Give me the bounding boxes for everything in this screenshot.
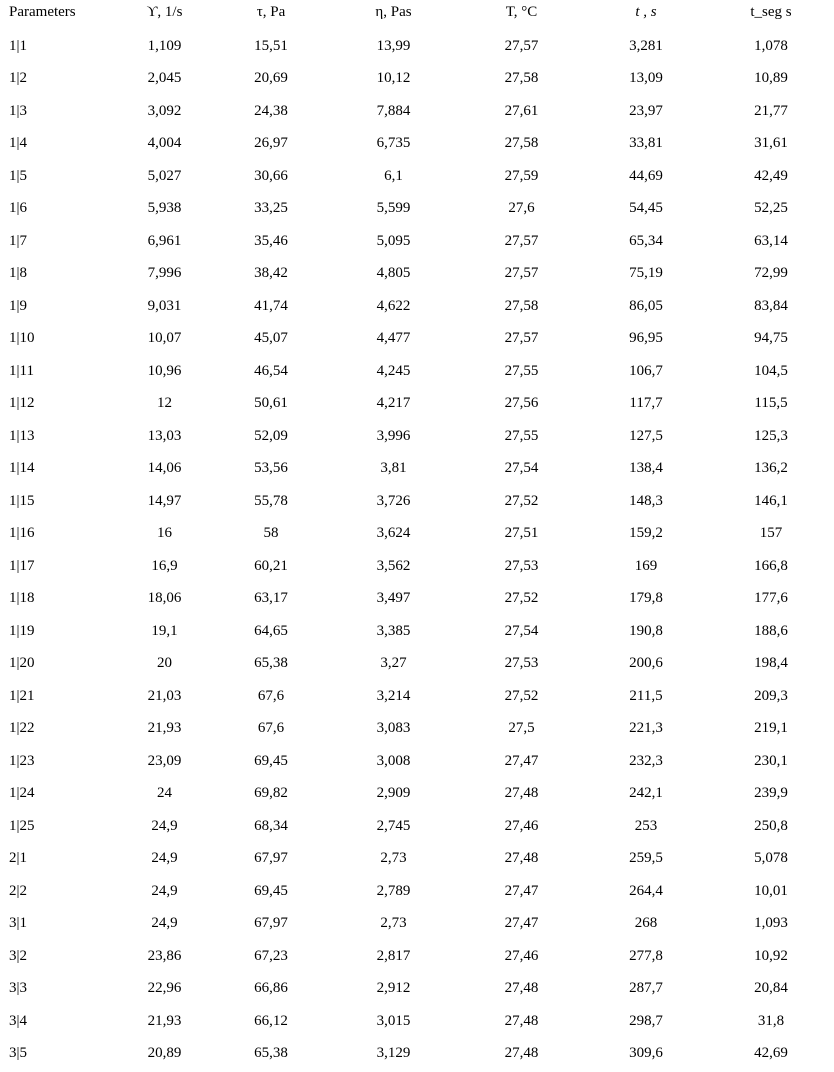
cell-time: 287,7 <box>629 980 663 997</box>
cell-time: 23,97 <box>629 102 663 119</box>
cell-parameter: 1|15 <box>9 492 35 509</box>
cell-viscosity: 4,805 <box>376 265 411 282</box>
cell-segment-time: 1,078 <box>754 37 788 54</box>
cell-viscosity: 13,99 <box>376 37 411 54</box>
cell-segment-time: 31,61 <box>754 135 788 152</box>
cell-shear-rate: 14,97 <box>147 492 182 509</box>
cell-shear-rate: 22,96 <box>147 980 182 997</box>
table-row <box>0 323 834 356</box>
cell-viscosity: 3,27 <box>380 655 407 672</box>
table-row <box>0 160 834 193</box>
cell-viscosity: 3,497 <box>376 590 411 607</box>
cell-shear-stress: 52,09 <box>254 427 288 444</box>
cell-viscosity: 3,996 <box>376 427 411 444</box>
cell-parameter: 1|6 <box>9 200 28 217</box>
cell-temperature: 27,61 <box>504 102 539 119</box>
cell-shear-rate: 23,09 <box>147 752 182 769</box>
cell-shear-rate: 18,06 <box>147 590 182 607</box>
table-row <box>0 713 834 746</box>
cell-segment-time: 219,1 <box>754 720 788 737</box>
cell-shear-stress: 65,38 <box>254 1045 288 1062</box>
table-row <box>0 778 834 811</box>
cell-parameter: 1|25 <box>9 817 35 834</box>
cell-shear-rate: 16,9 <box>151 557 178 574</box>
table-row <box>0 583 834 616</box>
cell-time: 138,4 <box>629 460 663 477</box>
cell-shear-stress: 38,42 <box>254 265 288 282</box>
cell-shear-rate: 16 <box>157 525 172 542</box>
cell-temperature: 27,53 <box>504 557 539 574</box>
cell-shear-rate: 24,9 <box>151 915 178 932</box>
cell-segment-time: 166,8 <box>754 557 788 574</box>
cell-shear-rate: 23,86 <box>147 947 182 964</box>
cell-temperature: 27,57 <box>504 265 539 282</box>
cell-segment-time: 42,49 <box>754 167 788 184</box>
table-row <box>0 193 834 226</box>
cell-temperature: 27,57 <box>504 330 539 347</box>
cell-shear-rate: 24 <box>157 785 172 802</box>
cell-segment-time: 177,6 <box>754 590 788 607</box>
cell-temperature: 27,52 <box>504 590 539 607</box>
cell-temperature: 27,59 <box>504 167 539 184</box>
cell-viscosity: 2,73 <box>380 915 407 932</box>
cell-temperature: 27,47 <box>504 882 539 899</box>
cell-viscosity: 3,129 <box>376 1045 411 1062</box>
cell-parameter: 1|24 <box>9 785 35 802</box>
cell-segment-time: 21,77 <box>754 102 788 119</box>
cell-time: 242,1 <box>629 785 663 802</box>
cell-temperature: 27,5 <box>508 720 535 737</box>
table-row <box>0 258 834 291</box>
cell-shear-stress: 66,86 <box>254 980 288 997</box>
cell-parameter: 1|23 <box>9 752 35 769</box>
cell-viscosity: 2,909 <box>376 785 411 802</box>
cell-segment-time: 157 <box>759 525 783 542</box>
cell-shear-stress: 69,82 <box>254 785 288 802</box>
cell-shear-rate: 1,109 <box>147 37 182 54</box>
table-row <box>0 973 834 1006</box>
cell-parameter: 3|4 <box>9 1012 28 1029</box>
cell-temperature: 27,48 <box>504 1045 539 1062</box>
cell-viscosity: 3,624 <box>376 525 411 542</box>
table-row <box>0 63 834 96</box>
cell-viscosity: 7,884 <box>376 102 411 119</box>
cell-parameter: 1|7 <box>9 232 28 249</box>
table-row <box>0 485 834 518</box>
cell-temperature: 27,48 <box>504 1012 539 1029</box>
table-row <box>0 908 834 941</box>
cell-viscosity: 6,1 <box>384 167 403 184</box>
cell-segment-time: 10,92 <box>754 947 788 964</box>
cell-parameter: 3|1 <box>9 915 28 932</box>
cell-segment-time: 5,078 <box>754 850 788 867</box>
cell-viscosity: 3,562 <box>376 557 411 574</box>
cell-segment-time: 115,5 <box>754 395 788 412</box>
table-row <box>0 355 834 388</box>
cell-segment-time: 94,75 <box>754 330 788 347</box>
cell-parameter: 1|11 <box>9 362 34 379</box>
cell-temperature: 27,48 <box>504 850 539 867</box>
table-row <box>0 680 834 713</box>
cell-time: 86,05 <box>629 297 663 314</box>
header-parameters: Parameters <box>9 4 76 20</box>
cell-shear-rate: 24,9 <box>151 817 178 834</box>
cell-segment-time: 209,3 <box>754 687 788 704</box>
cell-shear-stress: 67,6 <box>257 687 285 704</box>
cell-parameter: 1|18 <box>9 590 35 607</box>
cell-temperature: 27,48 <box>504 980 539 997</box>
cell-shear-rate: 2,045 <box>147 70 182 87</box>
cell-temperature: 27,6 <box>508 200 535 217</box>
cell-shear-stress: 50,61 <box>254 395 288 412</box>
cell-parameter: 1|1 <box>9 37 28 54</box>
cell-segment-time: 239,9 <box>754 785 788 802</box>
cell-time: 127,5 <box>629 427 663 444</box>
cell-shear-rate: 9,031 <box>147 297 182 314</box>
cell-time: 3,281 <box>629 37 663 54</box>
cell-shear-stress: 58 <box>263 525 279 542</box>
cell-viscosity: 5,095 <box>376 232 411 249</box>
table-row <box>0 388 834 421</box>
header-row <box>0 4 834 30</box>
cell-segment-time: 198,4 <box>754 655 788 672</box>
cell-shear-stress: 53,56 <box>254 460 288 477</box>
cell-parameter: 1|10 <box>9 330 35 347</box>
cell-viscosity: 10,12 <box>376 70 411 87</box>
cell-viscosity: 2,912 <box>376 980 411 997</box>
cell-temperature: 27,57 <box>504 232 539 249</box>
cell-parameter: 1|16 <box>9 525 35 542</box>
cell-viscosity: 3,083 <box>376 720 411 737</box>
table-row <box>0 615 834 648</box>
cell-parameter: 2|1 <box>9 850 28 867</box>
cell-temperature: 27,47 <box>504 752 539 769</box>
cell-time: 259,5 <box>629 850 663 867</box>
table-row <box>0 843 834 876</box>
cell-parameter: 3|2 <box>9 947 28 964</box>
cell-segment-time: 125,3 <box>754 427 788 444</box>
cell-shear-stress: 55,78 <box>254 492 288 509</box>
cell-time: 106,7 <box>629 362 663 379</box>
cell-temperature: 27,53 <box>504 655 539 672</box>
cell-time: 65,34 <box>629 232 663 249</box>
cell-segment-time: 72,99 <box>754 265 788 282</box>
cell-viscosity: 2,745 <box>376 817 411 834</box>
cell-parameter: 1|20 <box>9 655 35 672</box>
cell-segment-time: 10,01 <box>754 882 788 899</box>
cell-time: 277,8 <box>629 947 663 964</box>
cell-temperature: 27,46 <box>504 947 539 964</box>
cell-segment-time: 10,89 <box>754 70 788 87</box>
cell-shear-stress: 30,66 <box>254 167 288 184</box>
table-row <box>0 940 834 973</box>
cell-shear-stress: 67,6 <box>257 720 285 737</box>
cell-segment-time: 188,6 <box>754 622 788 639</box>
cell-viscosity: 3,726 <box>376 492 411 509</box>
cell-time: 96,95 <box>629 330 663 347</box>
cell-time: 159,2 <box>629 525 663 542</box>
cell-viscosity: 3,008 <box>376 752 411 769</box>
cell-shear-stress: 69,45 <box>254 752 288 769</box>
cell-shear-stress: 67,97 <box>254 915 288 932</box>
cell-temperature: 27,46 <box>504 817 539 834</box>
cell-parameter: 1|19 <box>9 622 35 639</box>
cell-parameter: 1|8 <box>9 265 28 282</box>
table-row <box>0 30 834 63</box>
cell-shear-rate: 21,93 <box>147 1012 182 1029</box>
cell-shear-stress: 15,51 <box>254 37 288 54</box>
cell-segment-time: 83,84 <box>754 297 788 314</box>
header-shear-stress: τ, Pa <box>256 4 286 20</box>
cell-shear-rate: 10,96 <box>147 362 182 379</box>
cell-shear-rate: 7,996 <box>147 265 182 282</box>
cell-shear-stress: 20,69 <box>254 70 288 87</box>
cell-time: 264,4 <box>629 882 663 899</box>
cell-time: 179,8 <box>629 590 663 607</box>
cell-segment-time: 1,093 <box>754 915 788 932</box>
cell-parameter: 1|3 <box>9 102 28 119</box>
cell-segment-time: 230,1 <box>754 752 788 769</box>
cell-temperature: 27,55 <box>504 427 539 444</box>
cell-parameter: 1|2 <box>9 70 28 87</box>
cell-viscosity: 3,385 <box>376 622 411 639</box>
cell-temperature: 27,56 <box>504 395 539 412</box>
cell-viscosity: 4,245 <box>376 362 411 379</box>
table-row <box>0 518 834 551</box>
table-row <box>0 420 834 453</box>
cell-shear-stress: 69,45 <box>254 882 288 899</box>
cell-shear-stress: 63,17 <box>254 590 288 607</box>
cell-time: 44,69 <box>629 167 663 184</box>
cell-parameter: 3|3 <box>9 980 28 997</box>
cell-segment-time: 136,2 <box>754 460 788 477</box>
cell-time: 117,7 <box>629 395 663 412</box>
cell-shear-stress: 66,12 <box>254 1012 288 1029</box>
cell-shear-rate: 24,9 <box>151 882 178 899</box>
cell-shear-rate: 21,03 <box>147 687 182 704</box>
cell-time: 13,09 <box>629 70 663 87</box>
table-row <box>0 453 834 486</box>
table-row <box>0 550 834 583</box>
cell-parameter: 1|14 <box>9 460 35 477</box>
cell-shear-rate: 10,07 <box>147 330 182 347</box>
header-viscosity: η, Pas <box>375 4 412 20</box>
table-row <box>0 875 834 908</box>
cell-shear-stress: 26,97 <box>254 135 288 152</box>
cell-shear-rate: 14,06 <box>147 460 182 477</box>
cell-time: 253 <box>634 817 658 834</box>
rheology-data-table <box>0 4 834 1070</box>
cell-temperature: 27,52 <box>504 492 539 509</box>
cell-shear-stress: 65,38 <box>254 655 288 672</box>
cell-viscosity: 4,217 <box>376 395 411 412</box>
cell-temperature: 27,47 <box>504 915 539 932</box>
cell-viscosity: 4,622 <box>376 297 411 314</box>
cell-time: 298,7 <box>629 1012 663 1029</box>
table-row <box>0 648 834 681</box>
cell-viscosity: 3,214 <box>376 687 411 704</box>
header-segment-time: t_seg s <box>750 4 792 20</box>
cell-viscosity: 4,477 <box>376 330 411 347</box>
cell-shear-stress: 45,07 <box>254 330 288 347</box>
cell-time: 190,8 <box>629 622 663 639</box>
table-row <box>0 95 834 128</box>
cell-segment-time: 42,69 <box>754 1045 788 1062</box>
cell-shear-stress: 64,65 <box>254 622 288 639</box>
cell-parameter: 1|17 <box>9 557 35 574</box>
table-row <box>0 128 834 161</box>
table-row <box>0 290 834 323</box>
cell-temperature: 27,54 <box>504 622 539 639</box>
cell-parameter: 1|12 <box>9 395 35 412</box>
cell-segment-time: 52,25 <box>754 200 788 217</box>
cell-temperature: 27,54 <box>504 460 539 477</box>
cell-shear-rate: 21,93 <box>147 720 182 737</box>
cell-shear-stress: 68,34 <box>254 817 288 834</box>
cell-shear-stress: 46,54 <box>254 362 288 379</box>
cell-parameter: 1|21 <box>9 687 35 704</box>
cell-parameter: 3|5 <box>9 1045 28 1062</box>
cell-shear-rate: 6,961 <box>147 232 182 249</box>
cell-viscosity: 5,599 <box>376 200 411 217</box>
cell-segment-time: 63,14 <box>754 232 788 249</box>
table-row <box>0 810 834 843</box>
cell-viscosity: 2,73 <box>380 850 407 867</box>
cell-time: 268 <box>634 915 658 932</box>
cell-time: 148,3 <box>629 492 663 509</box>
cell-time: 169 <box>634 557 658 574</box>
cell-shear-rate: 19,1 <box>151 622 178 639</box>
header-temperature: T, °C <box>505 4 538 20</box>
cell-time: 309,6 <box>629 1045 663 1062</box>
cell-shear-rate: 13,03 <box>147 427 182 444</box>
cell-temperature: 27,55 <box>504 362 539 379</box>
cell-temperature: 27,52 <box>504 687 539 704</box>
cell-time: 75,19 <box>629 265 663 282</box>
cell-viscosity: 2,789 <box>376 882 411 899</box>
cell-parameter: 1|13 <box>9 427 35 444</box>
cell-shear-stress: 33,25 <box>254 200 288 217</box>
cell-viscosity: 3,81 <box>380 460 407 477</box>
cell-segment-time: 31,8 <box>757 1012 785 1029</box>
table-row <box>0 1038 834 1071</box>
cell-shear-stress: 67,97 <box>254 850 288 867</box>
cell-shear-rate: 5,938 <box>147 200 182 217</box>
cell-shear-stress: 41,74 <box>254 297 288 314</box>
cell-temperature: 27,58 <box>504 70 539 87</box>
cell-temperature: 27,58 <box>504 135 539 152</box>
cell-shear-stress: 60,21 <box>254 557 288 574</box>
cell-shear-stress: 67,23 <box>254 947 288 964</box>
cell-temperature: 27,58 <box>504 297 539 314</box>
cell-segment-time: 20,84 <box>754 980 788 997</box>
cell-shear-rate: 20,89 <box>147 1045 182 1062</box>
cell-segment-time: 104,5 <box>754 362 788 379</box>
cell-temperature: 27,48 <box>504 785 539 802</box>
cell-temperature: 27,57 <box>504 37 539 54</box>
cell-segment-time: 146,1 <box>754 492 788 509</box>
cell-viscosity: 6,735 <box>376 135 411 152</box>
cell-shear-rate: 3,092 <box>147 102 182 119</box>
table-row <box>0 225 834 258</box>
cell-time: 33,81 <box>629 135 663 152</box>
cell-shear-rate: 4,004 <box>147 135 182 152</box>
cell-time: 232,3 <box>629 752 663 769</box>
cell-viscosity: 2,817 <box>376 947 411 964</box>
header-shear-rate: ϒ, 1/s <box>146 4 183 20</box>
cell-time: 211,5 <box>629 687 663 704</box>
cell-time: 54,45 <box>629 200 663 217</box>
cell-shear-stress: 35,46 <box>254 232 288 249</box>
cell-parameter: 1|9 <box>9 297 28 314</box>
cell-parameter: 2|2 <box>9 882 28 899</box>
header-time: t , s <box>635 4 657 20</box>
cell-time: 221,3 <box>629 720 663 737</box>
cell-shear-rate: 5,027 <box>147 167 182 184</box>
cell-viscosity: 3,015 <box>376 1012 411 1029</box>
cell-parameter: 1|5 <box>9 167 28 184</box>
cell-shear-rate: 12 <box>157 395 172 412</box>
cell-shear-rate: 24,9 <box>151 850 178 867</box>
cell-segment-time: 250,8 <box>754 817 788 834</box>
cell-parameter: 1|22 <box>9 720 35 737</box>
cell-temperature: 27,51 <box>504 525 539 542</box>
table-row <box>0 745 834 778</box>
cell-time: 200,6 <box>629 655 663 672</box>
cell-parameter: 1|4 <box>9 135 28 152</box>
table-body <box>0 30 834 1070</box>
table-row <box>0 1005 834 1038</box>
cell-shear-stress: 24,38 <box>254 102 288 119</box>
cell-shear-rate: 20 <box>157 655 172 672</box>
